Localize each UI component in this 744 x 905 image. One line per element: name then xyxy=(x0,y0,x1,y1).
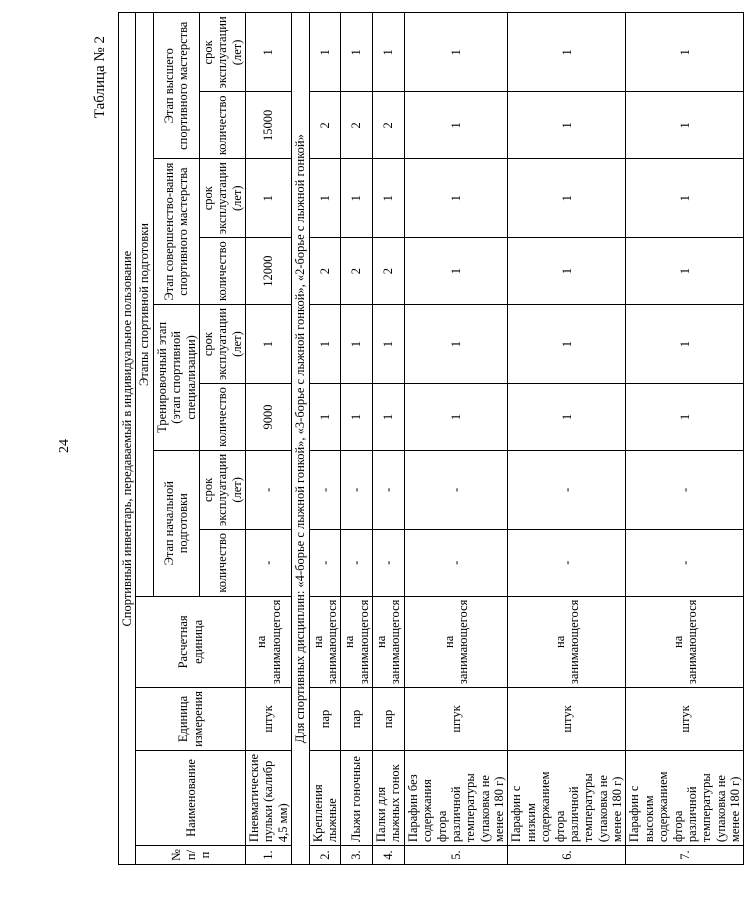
qty-cell: 1 xyxy=(404,384,508,451)
stage-training: Тренировочный этап (этап спортивной специализации) xyxy=(153,304,199,450)
table-label: Таблица № 2 xyxy=(92,36,108,119)
stages-header: Этапы спортивной подготовки xyxy=(136,13,153,596)
term-cell: - xyxy=(404,450,508,529)
row-number: 4. xyxy=(373,846,405,865)
section-row xyxy=(292,13,309,865)
header-row-2 xyxy=(136,13,153,865)
section-title: Для спортивных дисциплин: «4-борье с лыжной гонкой», «3-борье с лыжной гонкой», «2-борье с лыжной гонкой» xyxy=(292,13,309,865)
term-cell: 1 xyxy=(373,159,405,238)
qty-cell: - xyxy=(246,529,292,596)
qty-cell: 1 xyxy=(508,92,626,159)
item-name: Крепления лыжные xyxy=(309,750,341,845)
item-unit: пар xyxy=(341,688,373,751)
num-header: № п/п xyxy=(136,846,246,865)
term-cell: 1 xyxy=(341,13,373,92)
term-cell: 1 xyxy=(341,304,373,383)
qty-cell: - xyxy=(508,529,626,596)
qty-header: количество xyxy=(199,92,245,159)
qty-cell: 1 xyxy=(341,384,373,451)
table-body-2 xyxy=(309,13,744,865)
term-cell: 1 xyxy=(373,304,405,383)
qty-header: количество xyxy=(199,529,245,596)
calc-header: Расчетная единица xyxy=(136,596,246,687)
rotated-page-area xyxy=(92,16,742,875)
qty-cell: - xyxy=(404,529,508,596)
item-calc-unit: на занимающегося xyxy=(373,596,405,687)
qty-cell: 2 xyxy=(373,92,405,159)
term-cell: - xyxy=(246,450,292,529)
qty-cell: - xyxy=(341,529,373,596)
term-cell: 1 xyxy=(626,159,744,238)
term-cell: 1 xyxy=(246,13,292,92)
term-cell: 1 xyxy=(246,304,292,383)
table-row xyxy=(508,13,626,865)
rotated-content xyxy=(92,16,742,875)
table-top-header: Спортивный инвентарь, передаваемый в индивидуальное пользование xyxy=(119,13,136,865)
qty-cell: - xyxy=(626,529,744,596)
item-unit: штук xyxy=(626,688,744,751)
term-cell: - xyxy=(508,450,626,529)
term-cell: 1 xyxy=(246,159,292,238)
unit-header: Единица измерения xyxy=(136,688,246,751)
term-cell: 1 xyxy=(341,159,373,238)
term-header: срок эксплуатации (лет) xyxy=(199,13,245,92)
item-unit: пар xyxy=(309,688,341,751)
qty-cell: 1 xyxy=(404,238,508,305)
qty-header: количество xyxy=(199,238,245,305)
term-cell: - xyxy=(373,450,405,529)
row-number: 5. xyxy=(404,846,508,865)
term-cell: - xyxy=(626,450,744,529)
term-cell: 1 xyxy=(404,159,508,238)
term-cell: 1 xyxy=(508,304,626,383)
term-cell: 1 xyxy=(309,304,341,383)
term-cell: 1 xyxy=(508,13,626,92)
table-row xyxy=(341,13,373,865)
qty-cell: 12000 xyxy=(246,238,292,305)
term-header: срок эксплуатации (лет) xyxy=(199,450,245,529)
qty-cell: 15000 xyxy=(246,92,292,159)
stage-improvement: Этап совершенство-вания спортивного мастерства xyxy=(153,159,199,305)
row-number: 3. xyxy=(341,846,373,865)
term-cell: 1 xyxy=(404,13,508,92)
qty-cell: 1 xyxy=(309,384,341,451)
qty-cell: 1 xyxy=(626,384,744,451)
term-cell: 1 xyxy=(309,13,341,92)
qty-cell: 1 xyxy=(404,92,508,159)
qty-cell: 2 xyxy=(341,238,373,305)
item-unit: штук xyxy=(246,688,292,751)
table-body-1 xyxy=(246,13,292,865)
item-name: Парафин с высоким содержанием фтора различной температуры (упаковка не менее 180 г) xyxy=(626,750,744,845)
table-row xyxy=(309,13,341,865)
item-calc-unit: на занимающегося xyxy=(341,596,373,687)
qty-cell: 1 xyxy=(373,384,405,451)
term-header: срок эксплуатации (лет) xyxy=(199,159,245,238)
term-header: срок эксплуатации (лет) xyxy=(199,304,245,383)
item-calc-unit: на занимающегося xyxy=(309,596,341,687)
item-unit: штук xyxy=(508,688,626,751)
qty-cell: - xyxy=(309,529,341,596)
header-row-1 xyxy=(119,13,136,865)
qty-cell: - xyxy=(373,529,405,596)
item-calc-unit: на занимающегося xyxy=(404,596,508,687)
qty-cell: 2 xyxy=(341,92,373,159)
row-number: 1. xyxy=(246,846,292,865)
name-header: Наименование xyxy=(136,750,246,845)
item-calc-unit: на занимающегося xyxy=(246,596,292,687)
term-cell: 1 xyxy=(309,159,341,238)
table-row xyxy=(246,13,292,865)
equipment-table xyxy=(118,12,744,865)
item-name: Лыжи гоночные xyxy=(341,750,373,845)
qty-cell: 1 xyxy=(508,384,626,451)
row-number: 2. xyxy=(309,846,341,865)
stage-initial: Этап начальной подготовки xyxy=(153,450,199,596)
page-number: 24 xyxy=(57,439,72,453)
item-unit: пар xyxy=(373,688,405,751)
table-row xyxy=(626,13,744,865)
term-cell: 1 xyxy=(626,304,744,383)
term-cell: 1 xyxy=(508,159,626,238)
item-calc-unit: на занимающегося xyxy=(508,596,626,687)
qty-cell: 2 xyxy=(309,92,341,159)
qty-cell: 1 xyxy=(508,238,626,305)
term-cell: - xyxy=(341,450,373,529)
item-name: Палки для лыжных гонок xyxy=(373,750,405,845)
item-unit: штук xyxy=(404,688,508,751)
table-row xyxy=(404,13,508,865)
qty-cell: 1 xyxy=(626,92,744,159)
row-number: 7. xyxy=(626,846,744,865)
term-cell: 1 xyxy=(373,13,405,92)
item-calc-unit: на занимающегося xyxy=(626,596,744,687)
qty-cell: 9000 xyxy=(246,384,292,451)
qty-cell: 2 xyxy=(373,238,405,305)
item-name: Парафин с низким содержанием фтора различной температуры (упаковка не менее 180 г) xyxy=(508,750,626,845)
item-name: Пневматические пульки (калибр 4,5 мм) xyxy=(246,750,292,845)
item-name: Парафин без содержания фтора различной температуры (упаковка не менее 180 г) xyxy=(404,750,508,845)
stage-highest: Этап высшего спортивного мастерства xyxy=(153,13,199,159)
row-number: 6. xyxy=(508,846,626,865)
qty-header: количество xyxy=(199,384,245,451)
table-row xyxy=(373,13,405,865)
qty-cell: 2 xyxy=(309,238,341,305)
term-cell: - xyxy=(309,450,341,529)
qty-cell: 1 xyxy=(626,238,744,305)
term-cell: 1 xyxy=(404,304,508,383)
term-cell: 1 xyxy=(626,13,744,92)
